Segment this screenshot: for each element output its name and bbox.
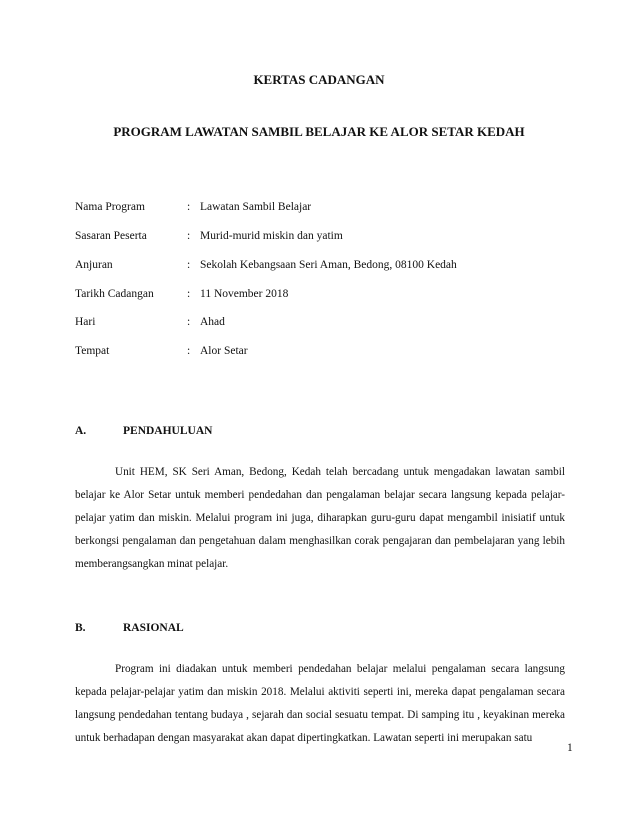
info-value: 11 November 2018 [200,288,289,300]
section-letter: B. [75,622,86,634]
section-title: RASIONAL [123,622,184,634]
document-title: KERTAS CADANGAN [253,72,385,87]
section-paragraph-pendahuluan: Unit HEM, SK Seri Aman, Bedong, Kedah telah bercadang untuk mengadakan lawatan sambil belajar ke Alor Setar untuk memberi pendedahan dan pengalaman belajar secara langsung kepada pelajar-pelajar yatim dan miskin. Melalui program ini juga, diharapkan guru-guru dapat mengambil inisiatif untuk berkongsi pengalaman dan pengetahuan dalam menghasilkan corak pengajaran dan pembelajaran yang lebih memberangsangkan minat pelajar. [75,466,565,570]
info-label: Tarikh Cadangan [75,288,154,300]
info-colon: : [187,201,191,213]
info-colon: : [187,345,191,357]
info-colon: : [187,230,191,242]
info-colon: : [187,316,191,328]
info-value: Ahad [200,316,225,328]
info-value: Lawatan Sambil Belajar [200,201,312,213]
info-value: Murid-murid miskin dan yatim [200,230,343,242]
page-number: 1 [567,742,573,754]
info-label: Nama Program [75,201,145,213]
info-value: Alor Setar [200,345,248,357]
document-subtitle: PROGRAM LAWATAN SAMBIL BELAJAR KE ALOR SETAR KEDAH [113,124,525,139]
section-letter: A. [75,425,87,437]
section-title: PENDAHULUAN [123,425,213,437]
section-paragraph-rasional: Program ini diadakan untuk memberi pendedahan belajar melalui pengalaman secara langsung kepada pelajar-pelajar yatim dan miskin 2018. Melalui aktiviti seperti ini, mereka dapat pengalaman secara langsung pendedahan tentang budaya , sejarah dan social sesuatu tempat. Di samping itu , keyakinan mereka untuk berhadapan dengan masyarakat akan dapat dipertingkatkan. Lawatan seperti ini merupakan satu [75,663,565,744]
info-label: Tempat [75,345,110,357]
info-label: Sasaran Peserta [75,230,147,242]
info-label: Anjuran [75,259,113,271]
info-value: Sekolah Kebangsaan Seri Aman, Bedong, 08100 Kedah [200,259,457,271]
info-colon: : [187,288,191,300]
info-label: Hari [75,316,96,328]
info-colon: : [187,259,191,271]
